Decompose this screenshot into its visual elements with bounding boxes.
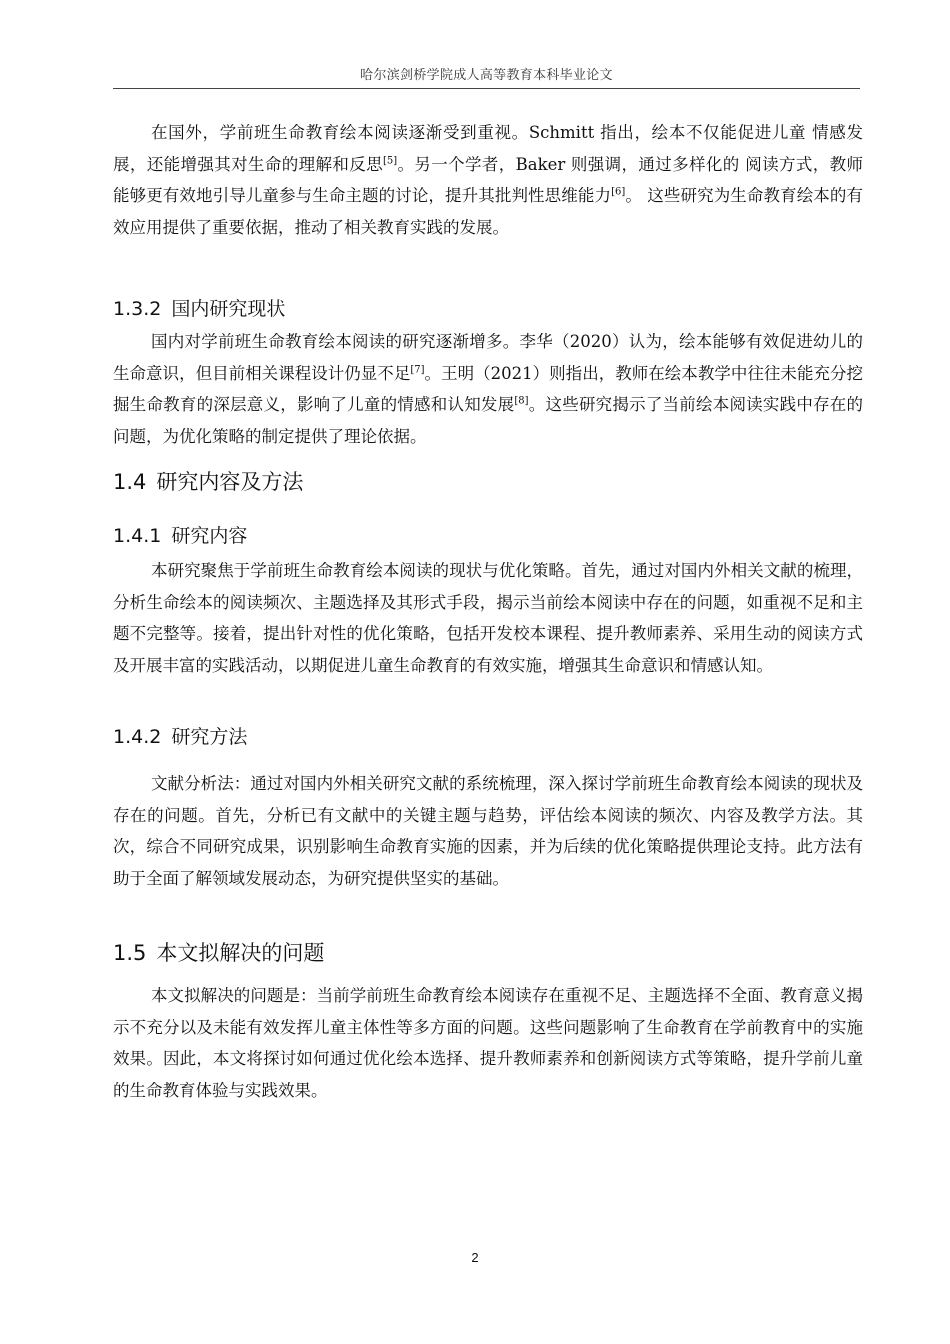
paragraph-foreign-research: 在国外，学前班生命教育绘本阅读逐渐受到重视。Schmitt 指出，绘本不仅能促进儿童 情感发展，还能增强其对生命的理解和反思[5]。另一个学者，Baker 则强调，通过多样化的 阅读方式，教师能够更有效地引导儿童参与生命主题的讨论，提升其批判性思维能力[6]。 这些研究为生命教育绘本的有效应用提供了重要依据，推动了相关教育实践的发展。 (113, 123, 864, 237)
page-number: 2 (471, 1250, 479, 1265)
citation-ref: [7] (410, 364, 425, 375)
citation-ref: [5] (383, 155, 398, 166)
heading-1-3-2: 1.3.2 国内研究现状 (113, 298, 286, 320)
heading-1-4: 1.4 研究内容及方法 (113, 470, 304, 494)
heading-1-4-2: 1.4.2 研究方法 (113, 726, 248, 748)
citation-ref: [8] (514, 395, 529, 407)
running-header: 哈尔滨剑桥学院成人高等教育本科毕业论文 (360, 68, 613, 83)
citation-ref: [6] (611, 186, 626, 198)
paragraph-research-content: 本研究聚焦于学前班生命教育绘本阅读的现状与优化策略。首先，通过对国内外相关文献的梳理，分析生命绘本的阅读频次、主题选择及其形式手段，揭示当前绘本阅读中存在的问题，如重视不足和主题不完整等。接着，提出针对性的优化策略，包括开发校本课程、提升教师素养、采用生动的阅读方式及开展丰富的实践活动，以期促进儿童生命教育的有效实施，增强其生命意识和情感认知。 (113, 561, 863, 675)
paragraph-domestic-research: 国内对学前班生命教育绘本阅读的研究逐渐增多。李华（2020）认为，绘本能够有效促进幼儿的生命意识，但目前相关课程设计仍显不足[7]。王明（2021）则指出，教师在绘本教学中往往未能充分挖掘生命教育的深层意义，影响了儿童的情感和认知发展[8]。这些研究揭示了当前绘本阅读实践中存在的问题，为优化策略的制定提供了理论依据。 (113, 332, 864, 446)
paragraph-problems: 本文拟解决的问题是：当前学前班生命教育绘本阅读存在重视不足、主题选择不全面、教育意义揭示不充分以及未能有效发挥儿童主体性等多方面的问题。这些问题影响了生命教育在学前教育中的实施效果。因此，本文将探讨如何通过优化绘本选择、提升教师素养和创新阅读方式等策略，提升学前儿童的生命教育体验与实践效果。 (113, 986, 863, 1100)
paragraph-research-method: 文献分析法：通过对国内外相关研究文献的系统梳理，深入探讨学前班生命教育绘本阅读的现状及存在的问题。首先，分析已有文献中的关键主题与趋势，评估绘本阅读的频次、内容及教学方法。其次，综合不同研究成果，识别影响生命教育实施的因素，并为后续的优化策略提供理论支持。此方法有助于全面了解领域发展动态，为研究提供坚实的基础。 (113, 774, 863, 888)
header-divider (113, 88, 860, 89)
heading-1-5: 1.5 本文拟解决的问题 (113, 941, 325, 965)
heading-1-4-1: 1.4.1 研究内容 (113, 525, 248, 547)
